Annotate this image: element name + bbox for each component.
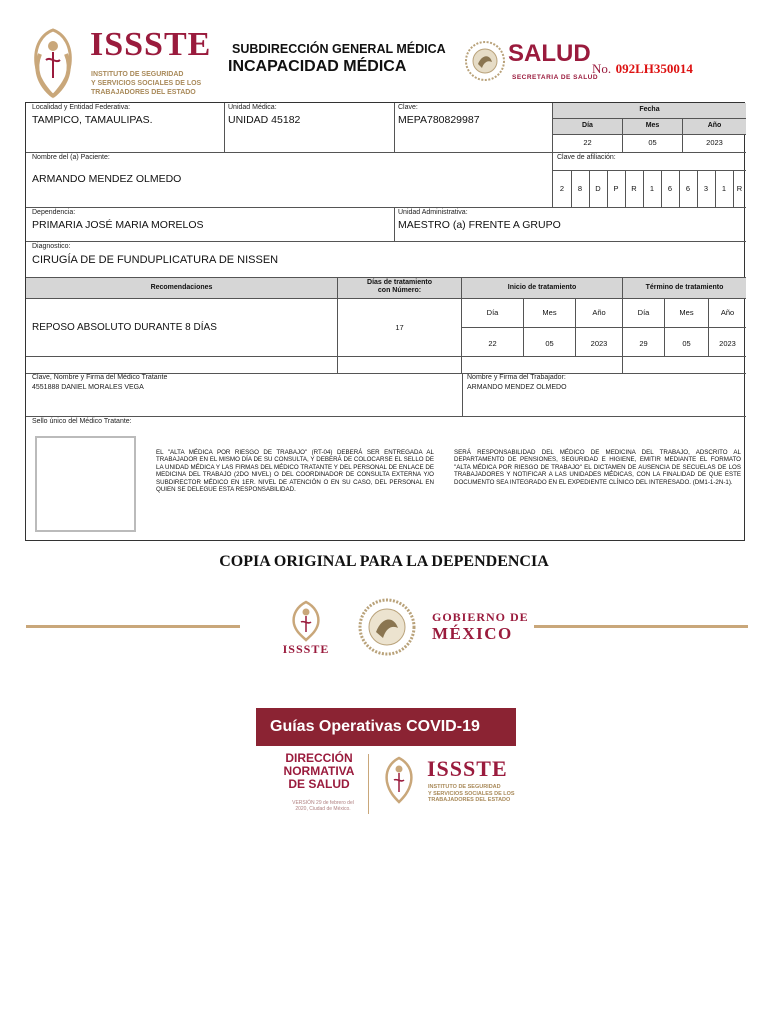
direccion-line: DIRECCIÓN [285,751,353,765]
gob-line-2: MÉXICO [432,624,513,643]
fecha-col-dia: Día [582,122,593,129]
afiliacion-char: 6 [667,184,673,193]
direccion-normativa [276,752,362,791]
version-note [280,800,366,812]
unidad-medica-value: UNIDAD 45182 [228,114,301,126]
version-line: VERSIÓN 29 de febrero del [292,800,354,806]
salud-logo-text: SALUD [508,40,591,67]
clave-value: MEPA780829987 [398,114,480,126]
inicio-anio-value: 2023 [590,339,608,348]
medico-value: 4551888 DANIEL MORALES VEGA [32,384,144,391]
localidad-value: TAMPICO, TAMAULIPAS. [32,114,153,126]
form-title: INCAPACIDAD MÉDICA [228,58,407,75]
institute-line: Y SERVICIOS SOCIALES DE LOS [91,80,202,87]
termino-col-mes: Mes [679,308,694,317]
dependencia-value: PRIMARIA JOSÉ MARIA MORELOS [32,219,204,231]
termino-anio-value: 2023 [719,339,736,348]
footer-mexico-seal-icon [358,598,416,656]
diagnostico-value: CIRUGÍA DE DE FUNDUPLICATURA DE NISSEN [32,254,279,266]
institute-line: TRABAJADORES DEL ESTADO [428,797,511,803]
afiliacion-char: 1 [721,184,727,193]
fecha-mes-value: 05 [648,138,657,147]
issste-logo [20,24,220,104]
inicio-dia-value: 22 [488,339,497,348]
trabajador-label: Nombre y Firma del Trabajador: [467,374,566,381]
gobierno-mexico-logo [432,610,529,644]
inicio-mes-value: 05 [545,339,554,348]
dias-value: 17 [395,323,404,332]
dependencia-label: Dependencia: [32,209,76,216]
mexico-seal-icon [464,40,506,82]
fecha-dia-value: 22 [583,138,592,147]
footer-divider-right [534,625,748,628]
recomendaciones-header: Recomendaciones [150,284,213,291]
institute-line: INSTITUTO DE SEGURIDAD [428,784,501,790]
institute-line: INSTITUTO DE SEGURIDAD [91,71,184,78]
paciente-label: Nombre del (a) Paciente: [32,154,110,161]
institute-line: Y SERVICIOS SOCIALES DE LOS [428,790,515,797]
direccion-line: DE SALUD [288,777,350,791]
dias-header [338,279,461,295]
afiliacion-char: 6 [685,184,691,193]
fecha-anio-value: 2023 [706,138,723,147]
issste-emblem-icon [20,24,86,102]
issste-emblem-icon [280,598,332,642]
afiliacion-char: P [613,184,619,193]
inicio-col-mes: Mes [542,308,557,317]
legal-text-right: SERÁ RESPONSABILIDAD DEL MÉDICO DE MEDICINA DEL TRABAJO, ADSCRITO AL DEPARTAMENTO DE PENSIONES, SEGURIDAD E HIGIENE, EMITIR MEDIANTE EL FORMATO "ALTA MÉDICA POR RIESGO DE TRABAJO" EL DICTAMEN DE AUSENCIA DE SECUELAS DE LOS TRABAJADORES Y NOTIFICAR A LAS UNIDADES MÉDICAS, CON LA FINALIDAD DE QUE ESTE DOCUMENTO SEA INTEGRADO EN EL EXPEDIENTE CLÍNICO DEL INTERESADO. (DM1-1-2N-1). [454,449,741,486]
fecha-col-mes: Mes [645,122,660,129]
unidad-medica-label: Unidad Médica: [228,104,277,111]
copy-label: COPIA ORIGINAL PARA LA DEPENDENCIA [219,553,549,570]
legal-text-left: EL "ALTA MÉDICA POR RIESGO DE TRABAJO" (RT-04) DEBERÁ SER ENTREGADA AL TRABAJADOR EN EL MISMO DÍA DE SU CONSULTA, Y DEBERÁ DE COLOCARSE EL SELLO DE LA UNIDAD MÉDICA Y LAS FIRMAS DEL MÉDICO TRATANTE Y DEL PERSONAL DE ENLACE DE MEDICINA DEL TRABAJO (2DO NIVEL) O DEL COORDINADOR DE CONSULTA EXTERNA Y/O SUBDIRECTOR MÉDICO EN 1ER. NIVEL DE ATENCIÓN O EN SU CASO, DEL PERSONAL EN QUIEN SE DELEGUE ESTA RESPONSABILIDAD. [156,449,434,494]
afiliacion-char: 3 [703,184,709,193]
trabajador-value: ARMANDO MENDEZ OLMEDO [467,384,567,391]
dias-header-line: Días de tratamiento [367,279,432,286]
unidad-admin-value: MAESTRO (a) FRENTE A GRUPO [398,219,561,231]
salud-subtext: SECRETARIA DE SALUD [512,74,599,81]
localidad-label: Localidad y Entidad Federativa: [32,104,131,111]
footer-divider-left [26,625,240,628]
form-subtitle: SUBDIRECCIÓN GENERAL MÉDICA [232,42,446,56]
afiliacion-label: Clave de afiliación: [557,154,616,161]
termino-mes-value: 05 [682,339,691,348]
version-line: 2020, Ciudad de México. [295,806,351,812]
afiliacion-char: 8 [577,184,583,193]
termino-col-anio: Año [720,308,735,317]
termino-dia-value: 29 [639,339,648,348]
covid-divider [368,754,369,814]
covid-issste-emblem-icon [374,754,424,806]
salud-logo [464,38,604,86]
dias-header-line: con Número: [377,287,422,294]
afiliacion-char: R [736,184,743,193]
inicio-header: Inicio de tratamiento [507,284,577,291]
direccion-line: NORMATIVA [283,764,355,778]
covid-issste-text: ISSSTE [427,756,508,781]
sello-label: Sello único del Médico Tratante: [32,418,132,425]
gob-line-1: GOBIERNO DE [432,610,529,624]
covid-institute-name [428,784,515,804]
folio-number: 092LH350014 [615,61,693,76]
sello-box [35,436,136,532]
recomendacion-value: REPOSO ABSOLUTO DURANTE 8 DÍAS [32,322,217,333]
inicio-col-anio: Año [592,308,606,317]
diagnostico-label: Diagnostico: [32,243,71,250]
footer-issste-logo [280,598,332,658]
incapacity-form [25,102,745,541]
fecha-header: Fecha [639,106,660,113]
fecha-col-anio: Año [707,122,722,129]
afiliacion-char: D [595,184,601,193]
unidad-admin-label: Unidad Administrativa: [398,209,468,216]
termino-col-dia: Día [637,308,650,317]
footer-issste-text: ISSSTE [282,642,330,656]
covid-banner-text: Guías Operativas COVID-19 [270,718,480,735]
clave-label: Clave: [398,104,418,111]
termino-header: Término de tratamiento [645,284,724,291]
afiliacion-char: R [631,184,637,193]
medico-label: Clave, Nombre y Firma del Médico Tratante [32,374,168,381]
institute-name [91,70,201,97]
folio [592,60,693,78]
afiliacion-char: 2 [559,184,565,193]
afiliacion-boxes [553,170,746,207]
afiliacion-char: 1 [649,184,655,193]
institute-line: TRABAJADORES DEL ESTADO [91,89,196,96]
issste-logo-text: ISSSTE [90,26,212,63]
paciente-value: ARMANDO MENDEZ OLMEDO [32,173,182,185]
folio-label: No. [592,61,612,76]
inicio-col-dia: Día [486,308,499,317]
